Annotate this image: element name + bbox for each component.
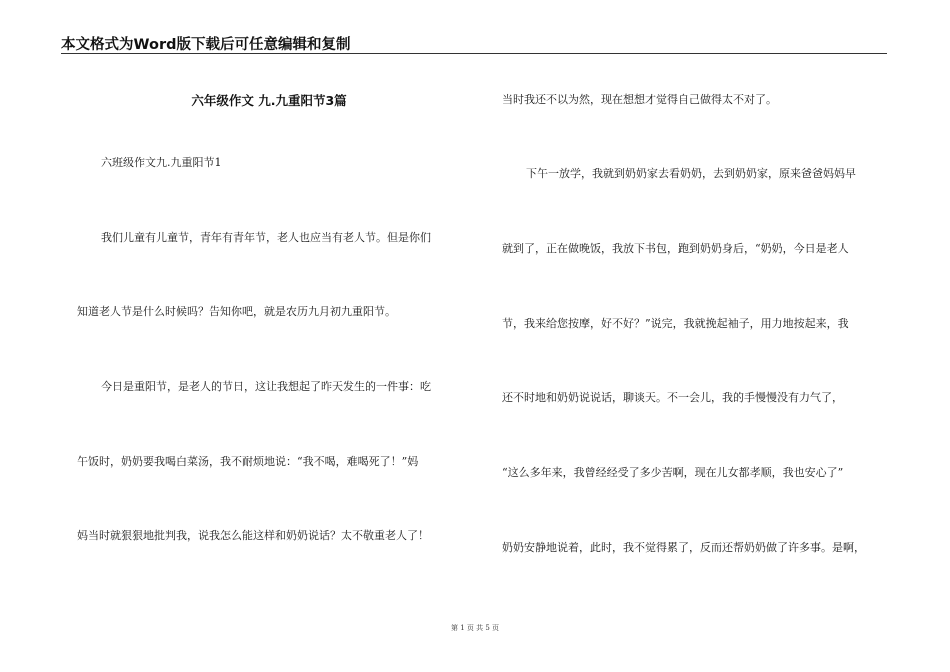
right-line-7: 奶奶安静地说着，此时，我不觉得累了，反而还帮奶奶做了许多事。是啊，	[502, 541, 865, 554]
right-line-2: 下午一放学，我就到奶奶家去看奶奶，去到奶奶家，原来爸爸妈妈早	[526, 167, 856, 180]
left-line-2: 我们儿童有儿童节，青年有青年节，老人也应当有老人节。但是你们	[101, 231, 431, 244]
left-line-4: 今日是重阳节，是老人的节日，这让我想起了昨天发生的一件事：吃	[101, 380, 431, 393]
right-line-3: 就到了，正在做晚饭，我放下书包，跑到奶奶身后，“奶奶，今日是老人	[502, 242, 849, 255]
left-line-6: 妈当时就狠狠地批判我，说我怎么能这样和奶奶说话？太不敬重老人了！	[77, 529, 429, 542]
header-banner: 本文格式为Word版下载后可任意编辑和复制	[61, 37, 351, 53]
right-line-4: 节，我来给您按摩，好不好？”说完，我就挽起袖子，用力地按起来，我	[502, 317, 849, 330]
right-line-6: “这么多年来，我曾经经受了多少苦啊，现在儿女都孝顺，我也安心了”	[502, 466, 844, 479]
left-line-5: 午饭时，奶奶要我喝白菜汤，我不耐烦地说：“我不喝，难喝死了！”妈	[77, 455, 419, 468]
right-line-5: 还不时地和奶奶说说话，聊谈天。不一会儿，我的手慢慢没有力气了，	[502, 391, 843, 404]
right-line-1: 当时我还不以为然，现在想想才觉得自己做得太不对了。	[502, 93, 777, 106]
left-line-1: 六班级作文九.九重阳节1	[101, 156, 222, 169]
document-title: 六年级作文 九.九重阳节3篇	[191, 93, 347, 108]
page-number: 第 1 页 共 5 页	[450, 624, 500, 632]
header-rule	[61, 53, 887, 54]
left-line-3: 知道老人节是什么时候吗？告知你吧，就是农历九月初九重阳节。	[77, 305, 396, 318]
